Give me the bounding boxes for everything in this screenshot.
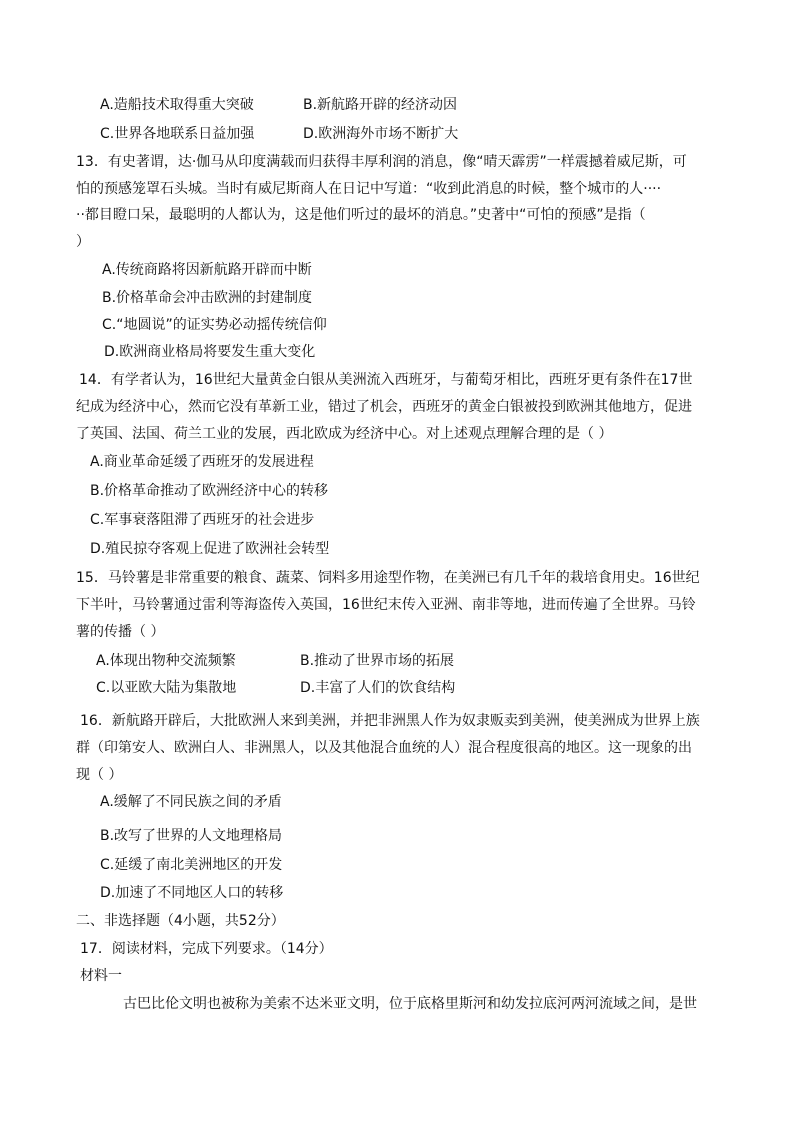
q16-option-a: A.缓解了不同民族之间的矛盾 <box>100 794 282 810</box>
q14-stem-line-2: 纪成为经济中心，然而它没有革新工业，错过了机会，西班牙的黄金白银被投到欧洲其他地方，促进 <box>76 399 692 415</box>
q13-option-a: A.传统商路将因新航路开辟而中断 <box>102 262 312 278</box>
q16-stem-line-1: 16．新航路开辟后，大批欧洲人来到美洲，并把非洲黑人作为奴隶贩卖到美洲，使美洲成为世界上族 <box>80 713 700 729</box>
q16-stem-line-3: 现（ ） <box>76 767 123 783</box>
q13-stem-line-2: 怕的预感笼罩石头城。当时有威尼斯商人在日记中写道：“收到此消息的时候，整个城市的人···· <box>76 181 662 197</box>
q15-option-a: A.体现出物种交流频繁 <box>96 653 236 669</box>
q14-stem-line-1: 14．有学者认为，16世纪大量黄金白银从美洲流入西班牙，与葡萄牙相比，西班牙更有条件在17世 <box>79 372 693 388</box>
q16-option-b: B.改写了世界的人文地理格局 <box>100 828 283 844</box>
q15-stem-line-2: 下半叶，马铃薯通过雷利等海盗传入英国，16世纪末传入亚洲、南非等地，进而传遍了全世界。马铃 <box>76 597 696 613</box>
q12-option-c: C.世界各地联系日益加强 <box>100 126 255 142</box>
q12-option-a: A.造船技术取得重大突破 <box>100 97 254 113</box>
q13-option-d: D.欧洲商业格局将要发生重大变化 <box>104 344 316 360</box>
q15-stem-line-1: 15．马铃薯是非常重要的粮食、蔬菜、饲料多用途型作物，在美洲已有几千年的栽培食用史。16世纪 <box>76 570 700 586</box>
q13-option-c: C.“地圆说”的证实势必动摇传统信仰 <box>102 317 327 333</box>
q14-option-c: C.军事衰落阻滞了西班牙的社会进步 <box>90 512 315 528</box>
q14-stem-line-3: 了英国、法国、荷兰工业的发展，西北欧成为经济中心。对上述观点理解合理的是（ ） <box>76 426 613 442</box>
q14-option-b: B.价格革命推动了欧洲经济中心的转移 <box>90 483 329 499</box>
q16-option-d: D.加速了不同地区人口的转移 <box>100 885 284 901</box>
q16-option-c: C.延缓了南北美洲地区的开发 <box>100 857 283 873</box>
q13-stem-line-4: ） <box>76 234 90 250</box>
q12-option-d: D.欧洲海外市场不断扩大 <box>303 126 459 142</box>
q13-option-b: B.价格革命会冲击欧洲的封建制度 <box>102 290 313 306</box>
section-heading: 二、非选择题（4小题，共52分） <box>76 913 285 929</box>
q15-option-b: B.推动了世界市场的拓展 <box>300 653 455 669</box>
q13-stem-line-1: 13．有史著谓，达·伽马从印度满载而归获得丰厚利润的消息，像“晴天霹雳”一样震撼着威尼斯，可 <box>76 154 687 170</box>
q17-stem: 17．阅读材料，完成下列要求。（14分） <box>80 941 333 957</box>
q12-option-b: B.新航路开辟的经济动因 <box>303 97 458 113</box>
q15-option-d: D.丰富了人们的饮食结构 <box>300 680 456 696</box>
q15-stem-line-3: 薯的传播（ ） <box>76 624 165 640</box>
material-text: 古巴比伦文明也被称为美索不达米亚文明，位于底格里斯河和幼发拉底河两河流域之间，是世 <box>123 996 697 1012</box>
q15-option-c: C.以亚欧大陆为集散地 <box>96 680 237 696</box>
q13-stem-line-3: ··都目瞪口呆，最聪明的人都认为，这是他们听过的最坏的消息。”史著中“可怕的预感”是指（ <box>76 207 646 223</box>
q14-option-d: D.殖民掠夺客观上促进了欧洲社会转型 <box>90 541 330 557</box>
material-label: 材料一 <box>80 968 122 984</box>
q14-option-a: A.商业革命延缓了西班牙的发展进程 <box>90 454 314 470</box>
q16-stem-line-2: 群（印第安人、欧洲白人、非洲黑人，以及其他混合血统的人）混合程度很高的地区。这一现象的出 <box>76 740 692 756</box>
